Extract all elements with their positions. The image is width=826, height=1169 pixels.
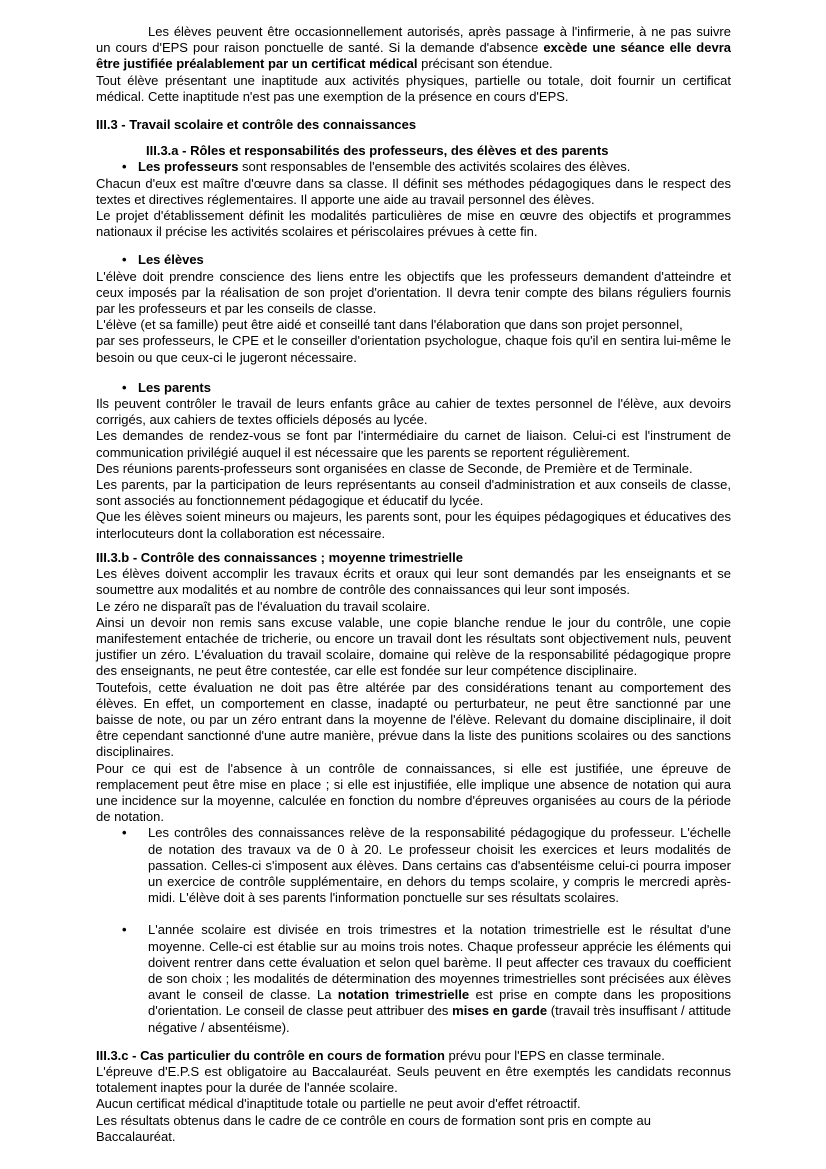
para-eleves-2: L'élève (et sa famille) peut être aidé et conseillé tant dans l'élaboration que dans son projet personnel, [96,317,683,333]
para-controle-1: Les élèves doivent accomplir les travaux écrits et oraux qui leur sont demandés par les enseignants et se soumettre aux modalités et au nombre de contrôle des connaissances qui leur sont imposés. [96,566,731,598]
text-run: sont responsables de l'ensemble des activités scolaires des élèves. [238,159,631,175]
para-professeurs-1: Chacun d'eux est maître d'œuvre dans sa classe. Il définit ses méthodes pédagogiques dans le respect des textes et directives réglementaires. Il apporte une aide au travail personnel des élèves. [96,175,731,207]
bullet-label-bold: Les professeurs [138,159,239,175]
para-parents-3: Des réunions parents-professeurs sont organisées en classe de Seconde, de Première et de Terminale. [96,460,693,476]
heading-iii3c [96,1048,731,1064]
heading-iii3a: III.3.a - Rôles et responsabilités des professeurs, des élèves et des parents [146,143,609,159]
text-run: précisant son étendue. [417,56,553,72]
para-controle-3: Toutefois, cette évaluation ne doit pas être altérée par des considérations tenant au comportement des élèves. En effet, un comportement en classe, inadapté ou perturbateur, ne peut être sanctionné par une baisse de note, ou par un zéro entrant dans la moyenne de l'élève. Relevant du domaine disciplinaire, il doit être cependant sanctionné d'une autre manière, prévue dans la liste des punitions scolaires ou des sanctions disciplinaires. [96,679,731,760]
para-professeurs-2: Le projet d'établissement définit les modalités particulières de mise en œuvre des objectifs et programmes nationaux il précise les activités scolaires et périscolaires prévues à cette fin. [96,208,731,240]
bullet-professeurs [96,159,731,175]
text-run: (travail très insuffisant / attitude négative / absentéisme). [148,1003,731,1035]
heading-iii3: III.3 - Travail scolaire et contrôle des connaissances [96,117,417,133]
para-inaptitude: Tout élève présentant une inaptitude aux activités physiques, partielle ou totale, doit fournir un certificat médical. Cette inaptitude n'est pas une exemption de la présence en cours d'EPS. [96,72,731,104]
para-eps-absence [96,24,731,73]
text-run: est prise en compte dans les propositions d'orientation. Le conseil de classe peut attribuer des [148,987,731,1019]
heading-run-bold: III.3.c - Cas particulier du contrôle en cours de formation [96,1047,445,1063]
para-controle-zero: Le zéro ne disparaît pas de l'évaluation du travail scolaire. [96,598,431,614]
para-parents-5: Que les élèves soient mineurs ou majeurs, les parents sont, pour les équipes pédagogiques et éducatives des interlocuteurs dont la collaboration est nécessaire. [96,509,731,541]
text-run-bold: excède une séance elle devra être justifiée préalablement par un certificat médical [96,40,731,72]
para-eleves-3: par ses professeurs, le CPE et le conseiller d'orientation psychologue, chaque fois qu'il en sentira lui-même le besoin ou que ceux-ci le jugeront nécessaire. [96,333,731,365]
heading-iii3b: III.3.b - Contrôle des connaissances ; moyenne trimestrielle [96,549,464,565]
text-run: Les élèves peuvent être occasionnellement autorisés, après passage à l'infirmerie, à ne pas suivre un cours d'EPS pour raison ponctuelle de santé. Si la demande d'absence [96,24,731,56]
para-bac-2: Aucun certificat médical d'inaptitude totale ou partielle ne peut avoir d'effet rétroactif. [96,1096,581,1112]
bullet-annee-scolaire [96,922,731,1035]
bullet-echelle-notation: • Les contrôles des connaissances relève de la responsabilité pédagogique du professeur. L'échelle de notation des travaux va de 0 à 20. Le professeur choisit les exercices et leurs modalités de passation. Celles-ci s'imposent aux élèves. Dans certains cas d'absentéisme celui-ci pourra imposer un exercice de contrôle supplémentaire, en dehors du temps scolaire, y compris le mercredi après-midi. L'élève doit à ses parents l'information ponctuelle sur ses résultats scolaires. [96,825,731,906]
text-run: L'année scolaire est divisée en trois trimestres et la notation trimestrielle est le résultat d'une moyenne. Celle-ci est établie sur au moins trois notes. Chaque professeur apprécie les éléments qui doivent rentrer dans cette évaluation et selon quel barème. Il peut affecter ces travaux du coefficient de son choix ; les modalités de détermination des moyennes trimestrielles sont précisées aux élèves avant le conseil de classe. La [148,922,731,1003]
text-run-bold: mises en garde [452,1003,548,1019]
text-run-bold: notation trimestrielle [337,987,470,1003]
para-controle-4: Pour ce qui est de l'absence à un contrôle de connaissances, si elle est justifiée, une épreuve de remplacement peut être mise en place ; si elle est injustifiée, elle implique une absence de notation qui aura une incidence sur la moyenne, calculée en fonction du nombre d'épreuves organisées au cours de la période de notation. [96,760,731,825]
text-run: prévu pour l'EPS en classe terminale. [444,1047,665,1063]
bullet-eleves: • Les élèves [96,252,731,268]
para-parents-1: Ils peuvent contrôler le travail de leurs enfants grâce au cahier de textes personnel de l'élève, aux devoirs corrigés, aux cahiers de textes officiels déposés au lycée. [96,396,731,428]
para-controle-2: Ainsi un devoir non remis sans excuse valable, une copie blanche rendue le jour du contrôle, une copie manifestement entachée de tricherie, ou encore un travail dont les résultats sont objectivement nuls, peuvent justifier un zéro. L'évaluation du travail scolaire, domaine qui relève de la responsabilité pédagogique propre des enseignants, ne peut être contestée, car elle est fondée sur leur compétence disciplinaire. [96,614,731,679]
bullet-parents: • Les parents [96,380,731,396]
para-bac-1: L'épreuve d'E.P.S est obligatoire au Baccalauréat. Seuls peuvent en être exemptés les candidats reconnus totalement inaptes pour la durée de l'année scolaire. [96,1063,731,1096]
para-parents-4: Les parents, par la participation de leurs représentants au conseil d'administration et aux conseils de classe, sont associés au fonctionnement pédagogique et éducatif du lycée. [96,477,731,509]
para-parents-2: Les demandes de rendez-vous se font par l'intermédiaire du carnet de liaison. Celui-ci est l'instrument de communication privilégié auquel il est nécessaire que les parents se reportent régulièrement. [96,428,731,460]
para-eleves-1: L'élève doit prendre conscience des liens entre les objectifs que les professeurs demandent d'atteindre et ceux imposés par la réalisation de son projet d'orientation. Il devra tenir compte des bilans réguliers fournis par les professeurs et par les conseils de classe. [96,268,731,317]
para-bac-3: Les résultats obtenus dans le cadre de ce contrôle en cours de formation sont pris en compte au Baccalauréat. [96,1112,651,1144]
